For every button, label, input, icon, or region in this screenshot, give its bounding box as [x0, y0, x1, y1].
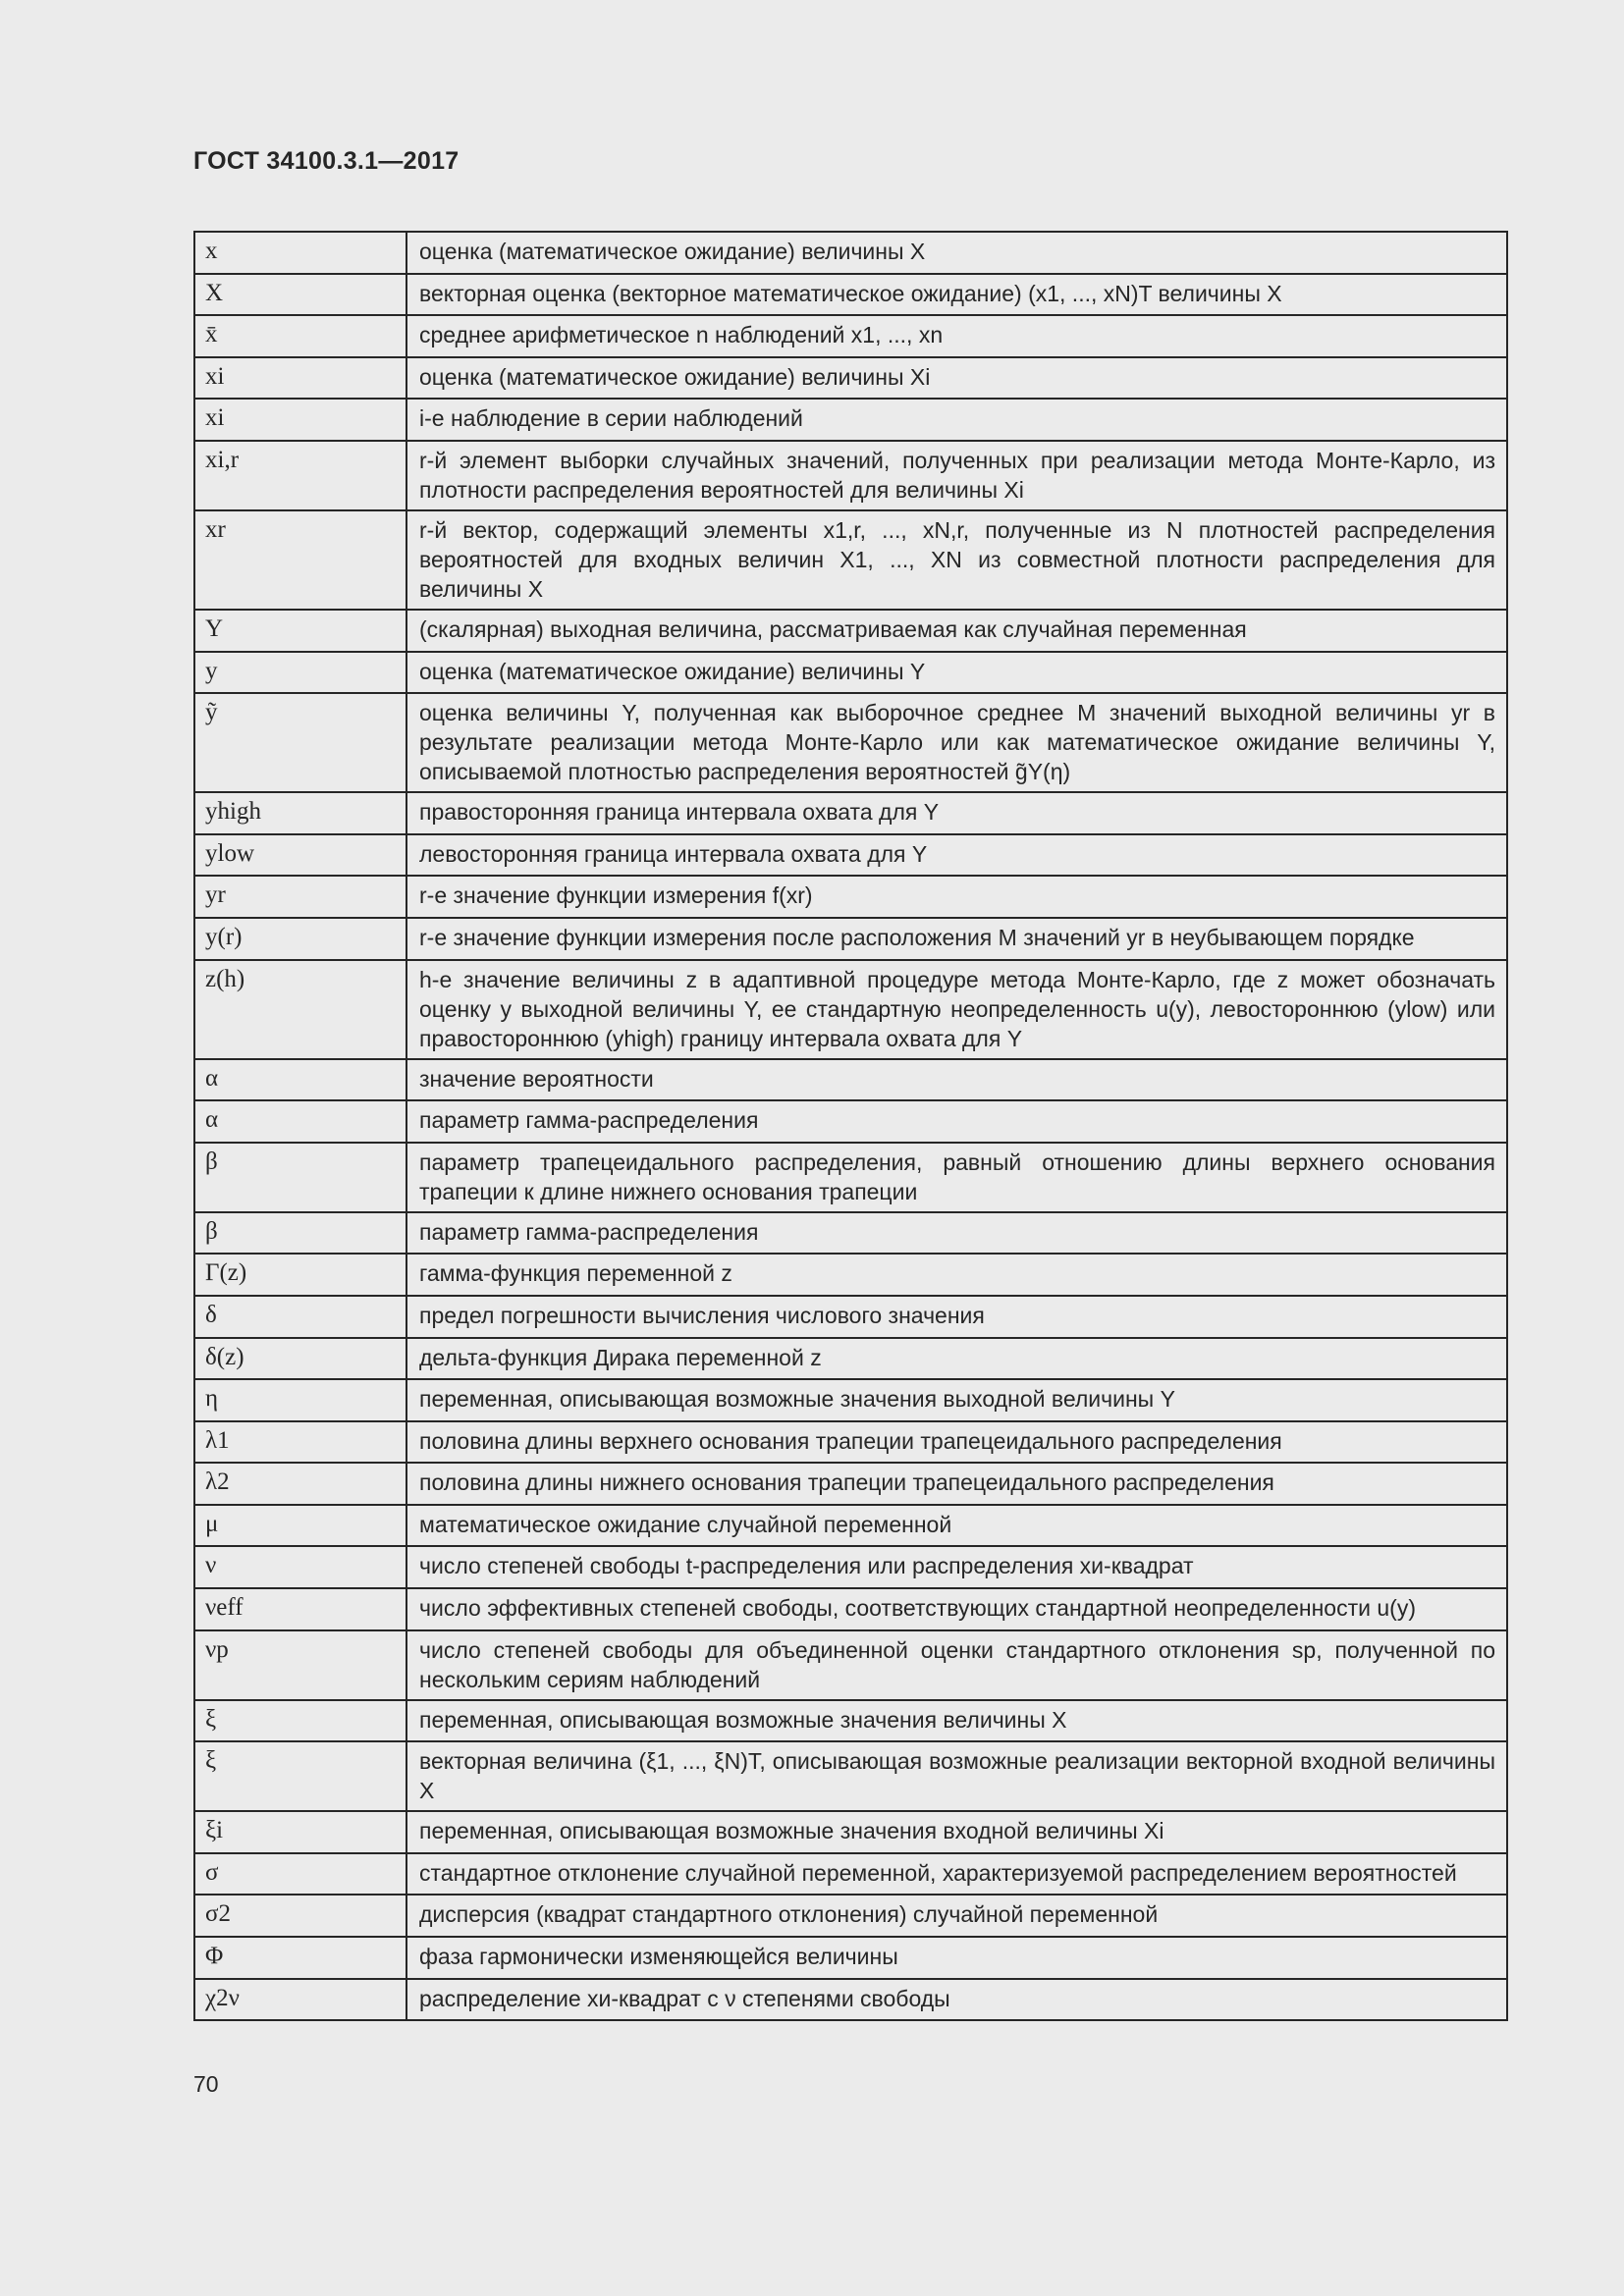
symbol-cell: λ2 [194, 1463, 406, 1505]
symbol-cell: νeff [194, 1588, 406, 1630]
table-row [194, 399, 1507, 441]
description-cell: параметр гамма-распределения [406, 1100, 1507, 1143]
symbol-cell: xi,r [194, 441, 406, 510]
symbol-cell: ξ [194, 1741, 406, 1811]
description-cell: параметр гамма-распределения [406, 1212, 1507, 1255]
page-number: 70 [193, 2071, 219, 2097]
description-cell: распределение хи-квадрат с ν степенями свободы [406, 1979, 1507, 2021]
symbol-cell: X [194, 274, 406, 316]
description-cell: число степеней свободы t-распределения или распределения хи-квадрат [406, 1546, 1507, 1588]
table-row [194, 274, 1507, 316]
table-row [194, 1546, 1507, 1588]
symbol-cell: α [194, 1059, 406, 1101]
symbol-cell: y [194, 652, 406, 694]
symbol-cell: χ2ν [194, 1979, 406, 2021]
description-cell: параметр трапецеидального распределения, равный отношению длины верхнего основания трапеции к длине нижнего основания трапеции [406, 1143, 1507, 1212]
description-cell: векторная оценка (векторное математическое ожидание) (x1, ..., xN)T величины X [406, 274, 1507, 316]
symbol-cell: yhigh [194, 792, 406, 834]
table-row [194, 1505, 1507, 1547]
symbol-cell: Γ(z) [194, 1254, 406, 1296]
description-cell: r-й вектор, содержащий элементы x1,r, ..., xN,r, полученные из N плотностей распределения вероятностей для входных величин X1, ..., XN из совместной плотности распределения для величины X [406, 510, 1507, 610]
table-row [194, 1100, 1507, 1143]
symbol-cell: ξi [194, 1811, 406, 1853]
table-row [194, 315, 1507, 357]
description-cell: оценка величины Y, полученная как выборочное среднее M значений выходной величины yr в результате реализации метода Монте-Карло или как математическое ожидание величины Y, описываемой плотностью распределения вероятностей g̃Y(η) [406, 693, 1507, 792]
description-cell: h-е значение величины z в адаптивной процедуре метода Монте-Карло, где z может обозначать оценку y выходной величины Y, ее стандартную неопределенность u(y), левостороннюю (ylow) или правостороннюю (yhigh) границу интервала охвата для Y [406, 960, 1507, 1059]
symbol-cell: α [194, 1100, 406, 1143]
description-cell: дельта-функция Дирака переменной z [406, 1338, 1507, 1380]
description-cell: правосторонняя граница интервала охвата для Y [406, 792, 1507, 834]
table-row [194, 1895, 1507, 1937]
table-row [194, 441, 1507, 510]
description-cell: оценка (математическое ожидание) величины Xi [406, 357, 1507, 400]
table-row [194, 652, 1507, 694]
table-row [194, 1811, 1507, 1853]
symbol-cell: y(r) [194, 918, 406, 960]
symbol-cell: yr [194, 876, 406, 918]
description-cell: r-е значение функции измерения после расположения M значений yr в неубывающем порядке [406, 918, 1507, 960]
symbol-cell: σ [194, 1853, 406, 1896]
description-cell: математическое ожидание случайной переменной [406, 1505, 1507, 1547]
table-row [194, 232, 1507, 274]
table-row [194, 510, 1507, 610]
table-row [194, 1630, 1507, 1700]
symbol-cell: x̄ [194, 315, 406, 357]
description-cell: предел погрешности вычисления числового значения [406, 1296, 1507, 1338]
document-header: ГОСТ 34100.3.1—2017 [193, 147, 460, 175]
symbol-cell: β [194, 1212, 406, 1255]
symbol-cell: β [194, 1143, 406, 1212]
symbol-cell: σ2 [194, 1895, 406, 1937]
description-cell: стандартное отклонение случайной переменной, характеризуемой распределением вероятностей [406, 1853, 1507, 1896]
description-cell: векторная величина (ξ1, ..., ξN)T, описывающая возможные реализации векторной входной величины X [406, 1741, 1507, 1811]
description-cell: фаза гармонически изменяющейся величины [406, 1937, 1507, 1979]
table-row [194, 1463, 1507, 1505]
table-row [194, 1338, 1507, 1380]
symbol-cell: η [194, 1379, 406, 1421]
table-row [194, 1254, 1507, 1296]
description-cell: оценка (математическое ожидание) величины X [406, 232, 1507, 274]
symbol-cell: Φ [194, 1937, 406, 1979]
symbol-cell: Y [194, 610, 406, 652]
table-row [194, 1421, 1507, 1464]
table-row [194, 960, 1507, 1059]
description-cell: левосторонняя граница интервала охвата для Y [406, 834, 1507, 877]
description-cell: среднее арифметическое n наблюдений x1, ..., xn [406, 315, 1507, 357]
description-cell: половина длины верхнего основания трапеции трапецеидального распределения [406, 1421, 1507, 1464]
symbol-cell: xi [194, 399, 406, 441]
symbol-cell: ξ [194, 1700, 406, 1742]
table-row [194, 610, 1507, 652]
description-cell: число эффективных степеней свободы, соответствующих стандартной неопределенности u(y) [406, 1588, 1507, 1630]
symbol-cell: xi [194, 357, 406, 400]
symbols-table [193, 231, 1508, 2021]
description-cell: переменная, описывающая возможные значения выходной величины Y [406, 1379, 1507, 1421]
description-cell: гамма-функция переменной z [406, 1254, 1507, 1296]
table-row [194, 693, 1507, 792]
table-row [194, 1379, 1507, 1421]
description-cell: i-е наблюдение в серии наблюдений [406, 399, 1507, 441]
table-row [194, 918, 1507, 960]
description-cell: переменная, описывающая возможные значения величины X [406, 1700, 1507, 1742]
symbol-cell: δ [194, 1296, 406, 1338]
symbol-cell: ỹ [194, 693, 406, 792]
table-row [194, 1212, 1507, 1255]
description-cell: значение вероятности [406, 1059, 1507, 1101]
description-cell: дисперсия (квадрат стандартного отклонения) случайной переменной [406, 1895, 1507, 1937]
table-row [194, 834, 1507, 877]
table-row [194, 792, 1507, 834]
description-cell: число степеней свободы для объединенной оценки стандартного отклонения sp, полученной по нескольким сериям наблюдений [406, 1630, 1507, 1700]
table-row [194, 1741, 1507, 1811]
symbol-cell: δ(z) [194, 1338, 406, 1380]
table-row [194, 1700, 1507, 1742]
table-row [194, 357, 1507, 400]
symbol-cell: x [194, 232, 406, 274]
table-row [194, 1059, 1507, 1101]
table-row [194, 876, 1507, 918]
symbol-cell: z(h) [194, 960, 406, 1059]
description-cell: оценка (математическое ожидание) величины Y [406, 652, 1507, 694]
table-row [194, 1143, 1507, 1212]
description-cell: (скалярная) выходная величина, рассматриваемая как случайная переменная [406, 610, 1507, 652]
symbols-table-body [194, 232, 1507, 2020]
symbol-cell: ylow [194, 834, 406, 877]
table-row [194, 1296, 1507, 1338]
description-cell: r-е значение функции измерения f(xr) [406, 876, 1507, 918]
description-cell: половина длины нижнего основания трапеции трапецеидального распределения [406, 1463, 1507, 1505]
table-row [194, 1937, 1507, 1979]
table-row [194, 1588, 1507, 1630]
description-cell: r-й элемент выборки случайных значений, полученных при реализации метода Монте-Карло, из плотности распределения вероятностей для величины Xi [406, 441, 1507, 510]
symbol-cell: λ1 [194, 1421, 406, 1464]
table-row [194, 1979, 1507, 2021]
symbol-cell: νp [194, 1630, 406, 1700]
symbol-cell: xr [194, 510, 406, 610]
symbol-cell: ν [194, 1546, 406, 1588]
description-cell: переменная, описывающая возможные значения входной величины Xi [406, 1811, 1507, 1853]
symbol-cell: μ [194, 1505, 406, 1547]
table-row [194, 1853, 1507, 1896]
